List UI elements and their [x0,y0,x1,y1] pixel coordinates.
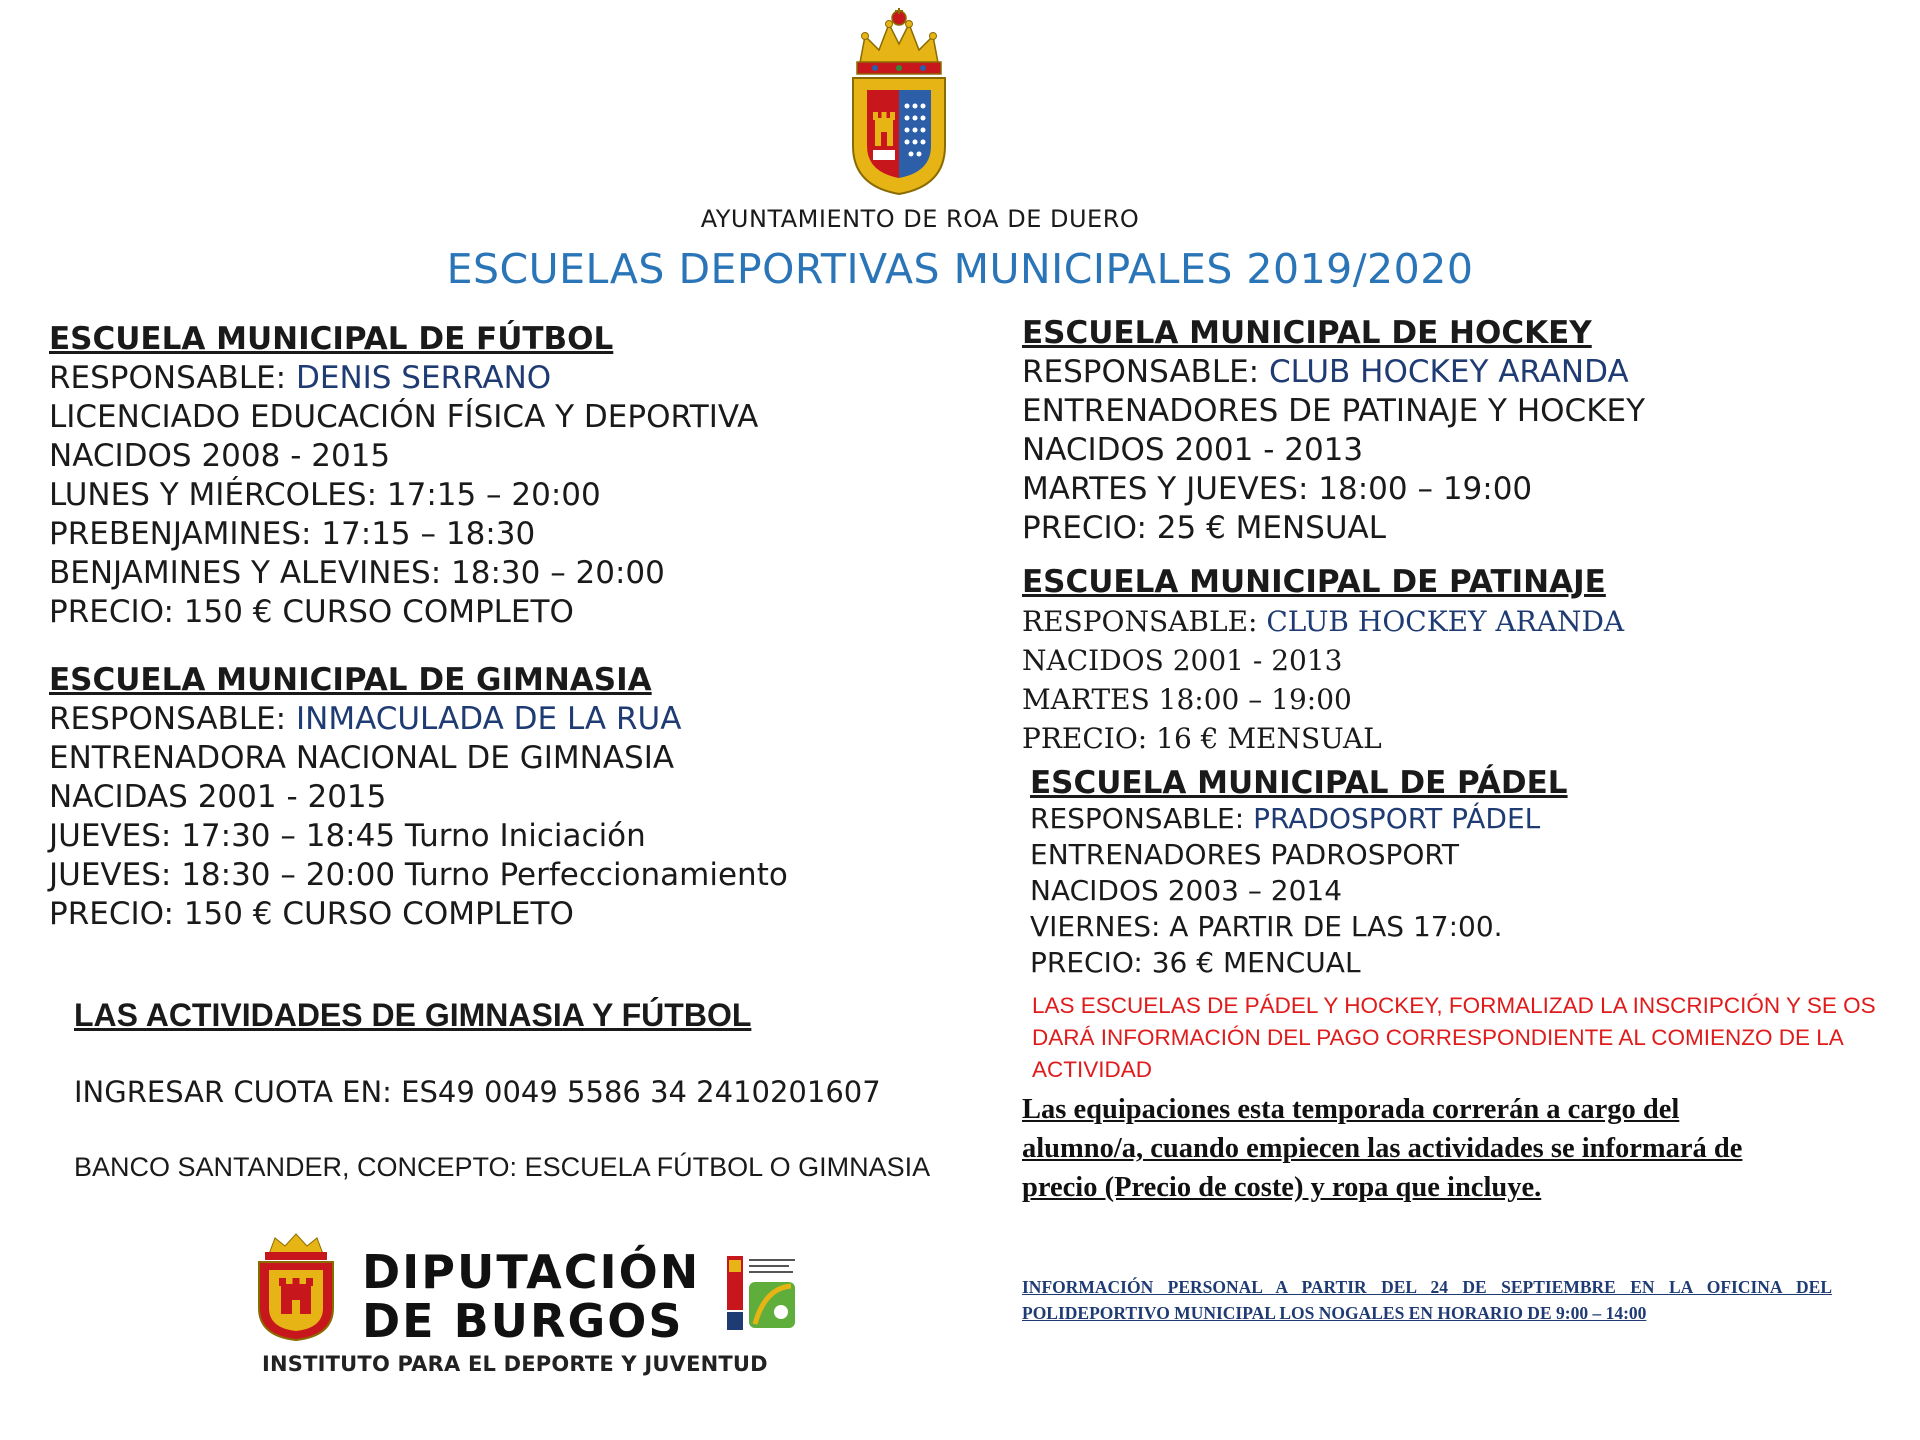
info-line: JUEVES: 17:30 – 18:45 Turno Iniciación [49,818,646,854]
price-line: PRECIO: 16 € MENSUAL [1022,722,1382,755]
responsible-label: RESPONSABLE: [49,360,296,396]
responsible-line [1030,801,1568,837]
responsible-value: CLUB HOCKEY ARANDA [1268,354,1629,390]
info-line: LUNES Y MIÉRCOLES: 17:15 – 20:00 [49,477,601,513]
school-padel [1030,765,1568,981]
school-heading: ESCUELA MUNICIPAL DE GIMNASIA [49,662,652,698]
diputacion-name-line2: DE BURGOS [362,1294,684,1348]
school-heading: ESCUELA MUNICIPAL DE FÚTBOL [49,321,614,357]
responsible-value: CLUB HOCKEY ARANDA [1266,605,1625,638]
responsible-value: INMACULADA DE LA RUA [295,701,682,737]
info-line: MARTES Y JUEVES: 18:00 – 19:00 [1022,471,1533,507]
instituto-deporte-juventud-logo [725,1254,797,1332]
responsible-value: PRADOSPORT PÁDEL [1253,802,1541,835]
info-line: JUEVES: 18:30 – 20:00 Turno Perfeccionamiento [49,857,788,893]
responsible-line [49,359,758,398]
payment-section-title: LAS ACTIVIDADES DE GIMNASIA Y FÚTBOL [74,997,752,1033]
responsible-line [1022,602,1624,641]
info-line: VIERNES: A PARTIR DE LAS 17:00. [1030,910,1503,943]
roa-de-duero-coat-of-arms-logo [845,6,953,196]
info-line: NACIDAS 2001 - 2015 [49,779,387,815]
responsible-label: RESPONSABLE: [49,701,296,737]
price-line: PRECIO: 36 € MENCUAL [1030,946,1361,979]
organization-name: AYUNTAMIENTO DE ROA DE DUERO [700,205,1140,233]
responsible-label: RESPONSABLE: [1022,605,1267,638]
payment-bank-concept: BANCO SANTANDER, CONCEPTO: ESCUELA FÚTBOL O GIMNASIA [74,1152,931,1182]
school-gimnasia [49,661,788,934]
info-line: LICENCIADO EDUCACIÓN FÍSICA Y DEPORTIVA [49,399,759,435]
responsible-line [49,700,788,739]
info-line: NACIDOS 2003 – 2014 [1030,874,1343,907]
info-line: ENTRENADORES PADROSPORT [1030,838,1459,871]
school-heading: ESCUELA MUNICIPAL DE HOCKEY [1022,315,1592,351]
info-line: MARTES 18:00 – 19:00 [1022,683,1352,716]
info-line: NACIDOS 2001 - 2013 [1022,644,1343,677]
diputacion-burgos-crest-logo [255,1232,337,1342]
school-patinaje [1022,563,1624,758]
info-line: ENTRENADORES DE PATINAJE Y HOCKEY [1022,393,1646,429]
responsible-label: RESPONSABLE: [1022,354,1269,390]
crown-icon [857,8,941,74]
equipment-note: Las equipaciones esta temporada correrán a cargo del alumno/a, cuando empiecen las actividades se informará de precio (Precio de coste) y ropa que incluye. [1022,1094,1743,1203]
diputacion-name-line1: DIPUTACIÓN [362,1245,701,1299]
info-line: NACIDOS 2008 - 2015 [49,438,391,474]
school-heading: ESCUELA MUNICIPAL DE PÁDEL [1030,765,1568,801]
info-line: ENTRENADORA NACIONAL DE GIMNASIA [49,740,675,776]
school-hockey [1022,314,1645,548]
padel-hockey-registration-note: LAS ESCUELAS DE PÁDEL Y HOCKEY, FORMALIZAD LA INSCRIPCIÓN Y SE OS DARÁ INFORMACIÓN DEL PAGO CORRESPONDIENTE AL COMIENZO DE LA ACTIVIDAD [1032,993,1876,1082]
price-line: PRECIO: 150 € CURSO COMPLETO [49,896,574,932]
responsible-value: DENIS SERRANO [295,360,552,396]
page-title: ESCUELAS DEPORTIVAS MUNICIPALES 2019/2020 [446,245,1474,293]
responsible-line [1022,353,1645,392]
info-line: NACIDOS 2001 - 2013 [1022,432,1364,468]
info-line: BENJAMINES Y ALEVINES: 18:30 – 20:00 [49,555,665,591]
info-line: PREBENJAMINES: 17:15 – 18:30 [49,516,536,552]
school-heading: ESCUELA MUNICIPAL DE PATINAJE [1022,564,1606,600]
payment-iban: INGRESAR CUOTA EN: ES49 0049 5586 34 2410201607 [74,1075,881,1109]
price-line: PRECIO: 150 € CURSO COMPLETO [49,594,574,630]
instituto-subtitle: INSTITUTO PARA EL DEPORTE Y JUVENTUD [262,1352,768,1376]
personal-information-note: INFORMACIÓN PERSONAL A PARTIR DEL 24 DE SEPTIEMBRE EN LA OFICINA DEL POLIDEPORTIVO MUNICIPAL LOS NOGALES EN HORARIO DE 9:00 – 14:00 [1022,1277,1832,1323]
price-line: PRECIO: 25 € MENSUAL [1022,510,1387,546]
responsible-label: RESPONSABLE: [1030,802,1254,835]
school-futbol [49,320,758,632]
